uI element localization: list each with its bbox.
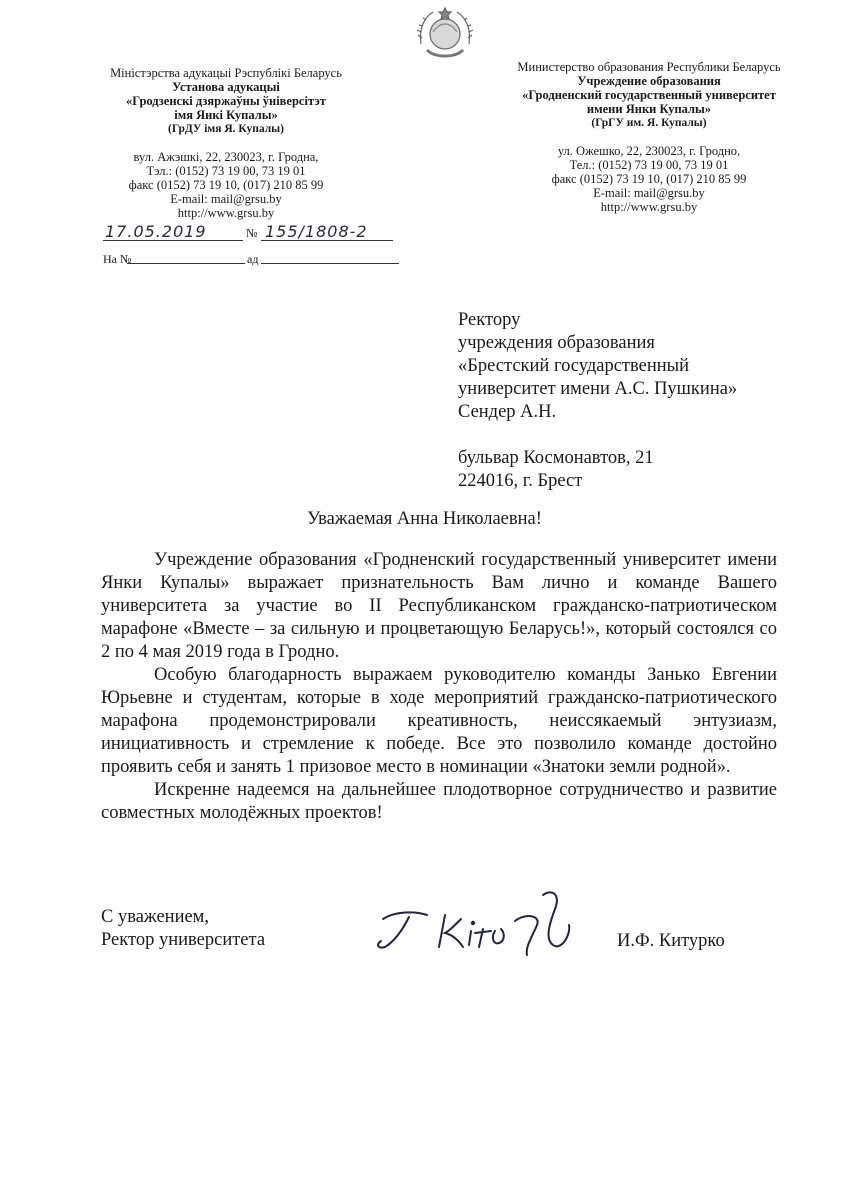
reply-number-blank bbox=[127, 263, 245, 264]
reply-number-label: На № bbox=[103, 252, 132, 266]
body-paragraph: Искренне надеемся на дальнейшее плодотворное сотрудничество и развитие совместных молодёжных проектов! bbox=[101, 780, 777, 823]
closing-line: С уважением, bbox=[101, 907, 210, 927]
fax: факс (0152) 73 19 10, (017) 210 85 99 bbox=[551, 172, 747, 186]
letterhead-belarusian bbox=[88, 66, 364, 220]
institution-name-line1: «Гродненский государственный университет bbox=[522, 88, 776, 102]
body-paragraph: Учреждение образования «Гродненский государственный университет имени Янки Купалы» выражает признательность Вам лично и команде Вашего университета за участие во II Республиканском гражданско-патриотическом марафоне «Вместе – за сильную и процветающую Беларусь!», который состоялся со 2 по 4 мая 2019 года в Гродно. bbox=[101, 550, 777, 662]
fax: факс (0152) 73 19 10, (017) 210 85 99 bbox=[128, 178, 324, 192]
date-underline bbox=[103, 240, 243, 241]
address: вул. Ажэшкі, 22, 230023, г. Гродна, bbox=[133, 150, 319, 164]
institution-name-line2: імя Янкі Купалы» bbox=[174, 108, 278, 122]
letterhead-russian bbox=[484, 60, 814, 214]
number-label: № bbox=[246, 226, 258, 240]
addressee-line: учреждения образования bbox=[458, 333, 655, 353]
registration-number: 155/1808-2 bbox=[265, 222, 368, 241]
addressee-block bbox=[458, 309, 737, 493]
institution-name-line2: имени Янки Купалы» bbox=[586, 102, 712, 116]
email: E-mail: mail@grsu.by bbox=[170, 192, 282, 206]
signatory-title: Ректор университета bbox=[101, 930, 266, 950]
institution-abbr: (ГрДУ імя Я. Купалы) bbox=[168, 123, 284, 135]
salutation: Уважаемая Анна Николаевна! bbox=[307, 509, 542, 529]
addressee-city: 224016, г. Брест bbox=[458, 471, 583, 491]
addressee-line: университет имени А.С. Пушкина» bbox=[458, 379, 738, 399]
registration-date: 17.05.2019 bbox=[105, 222, 207, 241]
handwritten-signature bbox=[365, 885, 615, 965]
addressee-street: бульвар Космонавтов, 21 bbox=[458, 448, 654, 468]
registration-line bbox=[103, 222, 403, 246]
body-paragraph: Особую благодарность выражаем руководителю команды Занько Евгении Юрьевне и студентам, которые в ходе мероприятий гражданско-патриотического марафона продемонстрировали креативность, неиссякаемый энтузиазм, инициативность и стремление к победе. Все это позволило команде достойно проявить себя и занять 1 призовое место в номинации «Знатоки земли родной». bbox=[101, 665, 777, 777]
closing-block bbox=[101, 906, 265, 952]
ministry-name: Министерство образования Республики Беларусь bbox=[517, 60, 781, 74]
ministry-name: Міністэрства адукацыі Рэспублікі Беларусь bbox=[110, 66, 342, 80]
addressee-line: «Брестский государственный bbox=[458, 356, 689, 376]
phone: Тэл.: (0152) 73 19 00, 73 19 01 bbox=[146, 164, 306, 178]
addressee-name: Сендер А.Н. bbox=[458, 402, 557, 422]
institution-type: Учреждение образования bbox=[577, 74, 721, 88]
number-underline bbox=[261, 240, 393, 241]
institution-abbr: (ГрГУ им. Я. Купалы) bbox=[591, 117, 707, 129]
phone: Тел.: (0152) 73 19 00, 73 19 01 bbox=[569, 158, 729, 172]
letter-body bbox=[101, 549, 777, 825]
state-emblem-icon bbox=[413, 4, 477, 64]
address: ул. Ожешко, 22, 230023, г. Гродно, bbox=[557, 144, 741, 158]
reply-date-blank bbox=[261, 263, 399, 264]
signatory-name: И.Ф. Китурко bbox=[617, 931, 725, 951]
institution-name-line1: «Гродзенскі дзяржаўны ўніверсітэт bbox=[126, 94, 326, 108]
website: http://www.grsu.by bbox=[177, 206, 275, 220]
institution-type: Установа адукацыі bbox=[172, 80, 280, 94]
email: E-mail: mail@grsu.by bbox=[593, 186, 705, 200]
addressee-line: Ректору bbox=[458, 310, 521, 330]
website: http://www.grsu.by bbox=[600, 200, 698, 214]
reply-date-label: ад bbox=[247, 252, 259, 266]
